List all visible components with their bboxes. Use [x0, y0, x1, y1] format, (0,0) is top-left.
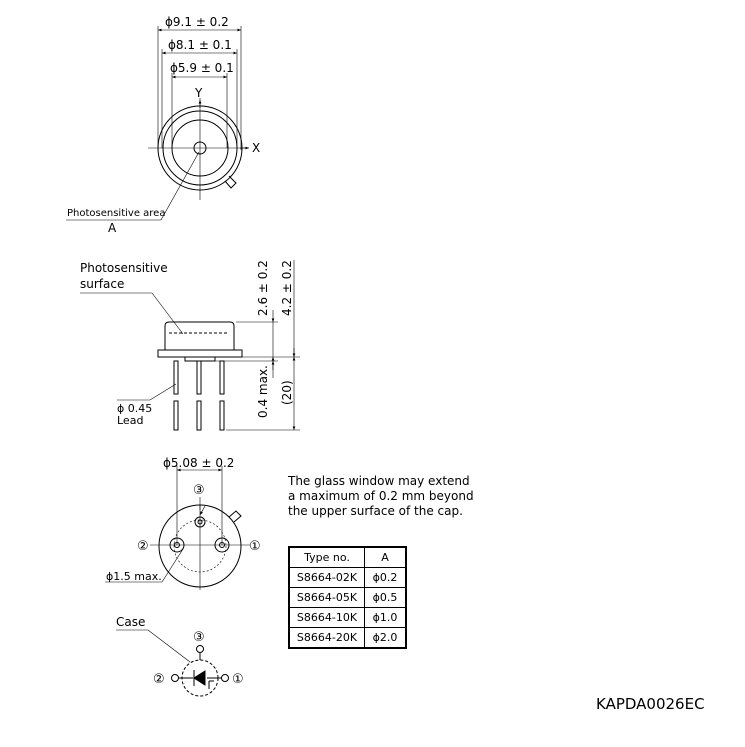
type-cell: S8664-10K [289, 608, 365, 628]
type-table [288, 546, 407, 649]
dim-stem-height: 0.4 max. [256, 365, 270, 418]
table-row [289, 588, 406, 608]
side-view [80, 260, 300, 430]
pin-2-label: ② [137, 539, 149, 554]
lead-label: Lead [117, 414, 144, 427]
type-cell: S8664-20K [289, 628, 365, 649]
lead-diameter: ϕ 0.45 [117, 402, 153, 415]
dim-inner-diameter: ϕ5.9 ± 0.1 [170, 61, 234, 75]
dim-total-height: 4.2 ± 0.2 [280, 260, 294, 316]
a-cell: ϕ0.2 [365, 568, 407, 588]
dim-mid-diameter: ϕ8.1 ± 0.1 [168, 38, 232, 52]
a-cell: ϕ2.0 [365, 628, 407, 649]
pin-1-label: ① [249, 539, 261, 554]
dim-lead-length: (20) [280, 380, 294, 405]
header-type-no: Type no. [289, 547, 365, 568]
dim-cap-height: 2.6 ± 0.2 [256, 260, 270, 316]
circuit-pin-2: ② [153, 672, 165, 687]
pin-3-label: ③ [193, 483, 205, 498]
type-cell: S8664-05K [289, 588, 365, 608]
circuit-pin-1: ① [232, 672, 244, 687]
area-symbol-a: A [108, 221, 117, 235]
circuit-symbol [116, 615, 244, 696]
glass-window-note [288, 474, 488, 519]
table-row [289, 628, 406, 649]
a-cell: ϕ0.5 [365, 588, 407, 608]
note-line-1: The glass window may extend [288, 474, 470, 488]
table-row [289, 608, 406, 628]
table-row [289, 568, 406, 588]
note-line-3: the upper surface of the cap. [288, 504, 463, 518]
case-label: Case [116, 615, 146, 629]
photosensitive-surface-label-1: Photosensitive [80, 261, 168, 275]
drawing-code: KAPDA0026EC [596, 695, 705, 713]
circuit-pin-3: ③ [193, 630, 205, 645]
type-cell: S8664-02K [289, 568, 365, 588]
note-line-2: a maximum of 0.2 mm beyond [288, 489, 474, 503]
axis-y-label: Y [195, 86, 203, 100]
top-view [66, 15, 260, 235]
photosensitive-area-label: Photosensitive area [67, 208, 166, 219]
table-header-row [289, 547, 406, 568]
photosensitive-surface-label-2: surface [80, 277, 125, 291]
header-a: A [365, 547, 407, 568]
bottom-view [105, 456, 261, 590]
axis-x-label: X [252, 141, 261, 155]
dim-outer-diameter: ϕ9.1 ± 0.2 [165, 15, 229, 29]
a-cell: ϕ1.0 [365, 608, 407, 628]
glass-diameter: ϕ1.5 max. [106, 570, 162, 583]
dim-pin-circle: ϕ5.08 ± 0.2 [163, 456, 235, 470]
